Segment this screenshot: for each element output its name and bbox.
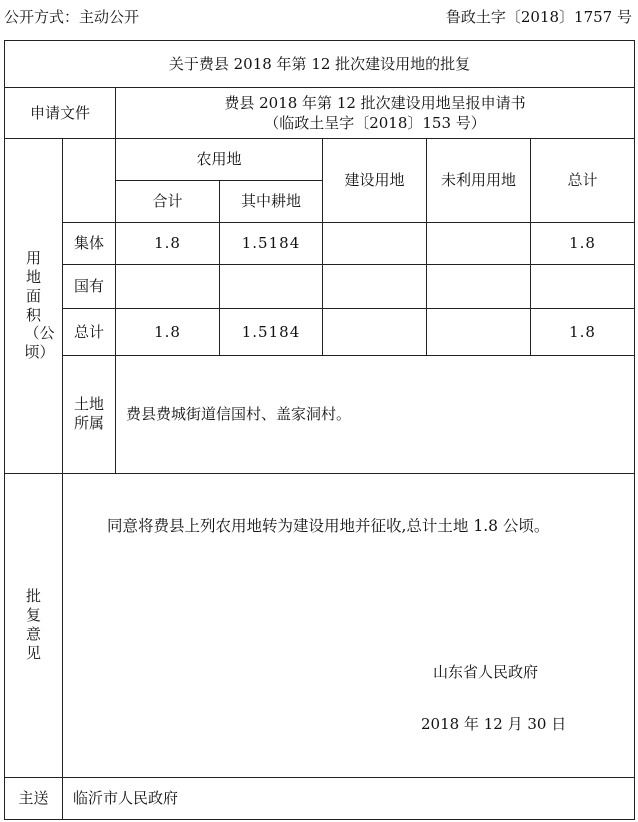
total-header: 总计 [531, 139, 635, 222]
subtotal-cell: 1.8 [116, 308, 220, 355]
unused-cell [427, 264, 531, 308]
ownership-label: 土地所属 [63, 356, 116, 473]
row-header-blank [63, 139, 116, 222]
document-header [4, 4, 634, 30]
row-label: 总计 [63, 308, 116, 355]
construction-cell [323, 264, 427, 308]
subtotal-cell [116, 264, 220, 308]
construction-cell [323, 222, 427, 264]
cultivated-cell [220, 264, 323, 308]
unused-cell [427, 308, 531, 355]
application-value [116, 88, 635, 139]
unused-cell [427, 222, 531, 264]
application-line2: （临政土呈字〔2018〕153 号） [264, 114, 486, 133]
subtotal-cell: 1.8 [116, 222, 220, 264]
opinion-text: 同意将费县上列农用地转为建设用地并征收,总计土地 1.8 公顷。 [107, 516, 550, 535]
opinion-body [63, 473, 635, 777]
ownership-value: 费县费城街道信国村、盖家洞村。 [116, 356, 635, 473]
total-cell: 1.8 [531, 222, 635, 264]
opinion-label: 批复意见 [5, 473, 63, 777]
row-label: 集体 [63, 222, 116, 264]
table-row [5, 264, 635, 308]
cultivated-cell: 1.5184 [220, 222, 323, 264]
application-label: 申请文件 [5, 88, 116, 139]
issuing-organization: 山东省人民政府 [433, 662, 539, 681]
document-title: 关于费县 2018 年第 12 批次建设用地的批复 [5, 41, 635, 88]
subtotal-header: 合计 [116, 180, 220, 222]
application-line1: 费县 2018 年第 12 批次建设用地呈报申请书 [224, 94, 526, 113]
cultivated-cell: 1.5184 [220, 308, 323, 355]
recipient-value: 临沂市人民政府 [63, 777, 635, 819]
total-cell [531, 264, 635, 308]
unused-header: 未利用用地 [427, 139, 531, 222]
row-label: 国有 [63, 264, 116, 308]
table-row [5, 222, 635, 264]
agri-land-header: 农用地 [116, 139, 323, 180]
recipient-label: 主送 [5, 777, 63, 819]
construction-cell [323, 308, 427, 355]
total-cell: 1.8 [531, 308, 635, 355]
disclosure-method: 公开方式：主动公开 [4, 8, 140, 26]
issue-date: 2018 年 12 月 30 日 [421, 714, 567, 733]
table-row [5, 308, 635, 355]
approval-table [4, 40, 635, 820]
cultivated-header: 其中耕地 [220, 180, 323, 222]
document-number: 鲁政土字〔2018〕1757 号 [445, 8, 632, 26]
land-area-label: 用地面积（公顷） [5, 139, 63, 473]
construction-header: 建设用地 [323, 139, 427, 222]
